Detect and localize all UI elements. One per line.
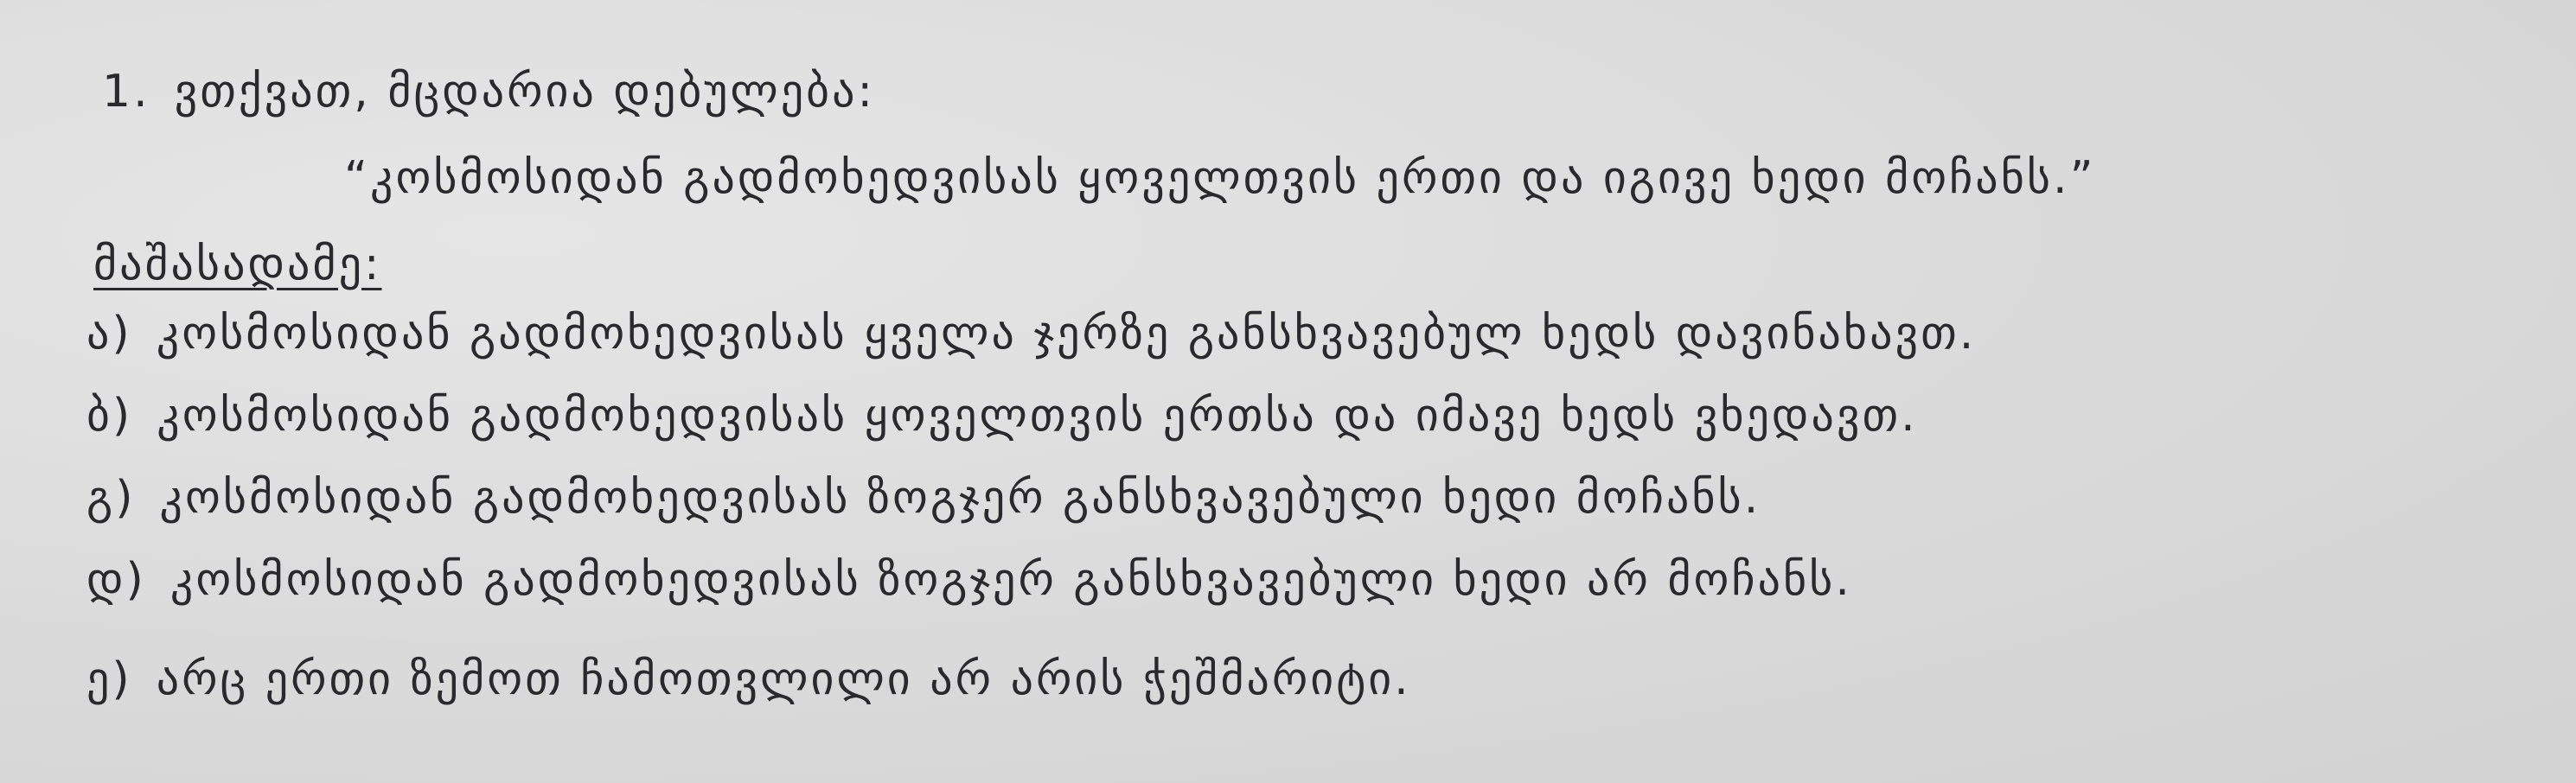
option-text: კოსმოსიდან გადმოხედვისას ყოველთვის ერთსა და იმავე ხედს ვხედავთ. <box>157 390 1918 442</box>
question-prompt: ვთქვათ, მცდარია დებულება: <box>174 66 876 118</box>
option-letter: ბ) <box>86 390 133 442</box>
answer-option-d <box>86 554 1852 606</box>
option-text: კოსმოსიდან გადმოხედვისას ზოგჯერ განსხვავებული ხედი მოჩანს. <box>159 472 1761 524</box>
answer-option-c <box>86 472 1761 524</box>
option-letter: დ) <box>86 554 146 606</box>
answer-option-a <box>86 308 1977 360</box>
question-number: 1. <box>102 66 150 118</box>
answer-option-e <box>86 653 1411 705</box>
answer-option-b <box>86 390 1918 442</box>
question-statement: “კოსმოსიდან გადმოხედვისას ყოველთვის ერთი და იგივე ხედი მოჩანს.” <box>344 152 2096 204</box>
option-text: კოსმოსიდან გადმოხედვისას ზოგჯერ განსხვავებული ხედი არ მოჩანს. <box>169 554 1852 606</box>
question-prompt-line <box>102 66 876 118</box>
therefore-heading: მაშასადამე: <box>93 239 382 290</box>
option-letter: ა) <box>86 308 132 360</box>
option-letter: გ) <box>86 472 136 524</box>
option-letter: ე) <box>86 653 132 705</box>
option-text: არც ერთი ზემოთ ჩამოთვლილი არ არის ჭეშმარიტი. <box>156 653 1411 705</box>
option-text: კოსმოსიდან გადმოხედვისას ყველა ჯერზე განსხვავებულ ხედს დავინახავთ. <box>156 308 1977 360</box>
